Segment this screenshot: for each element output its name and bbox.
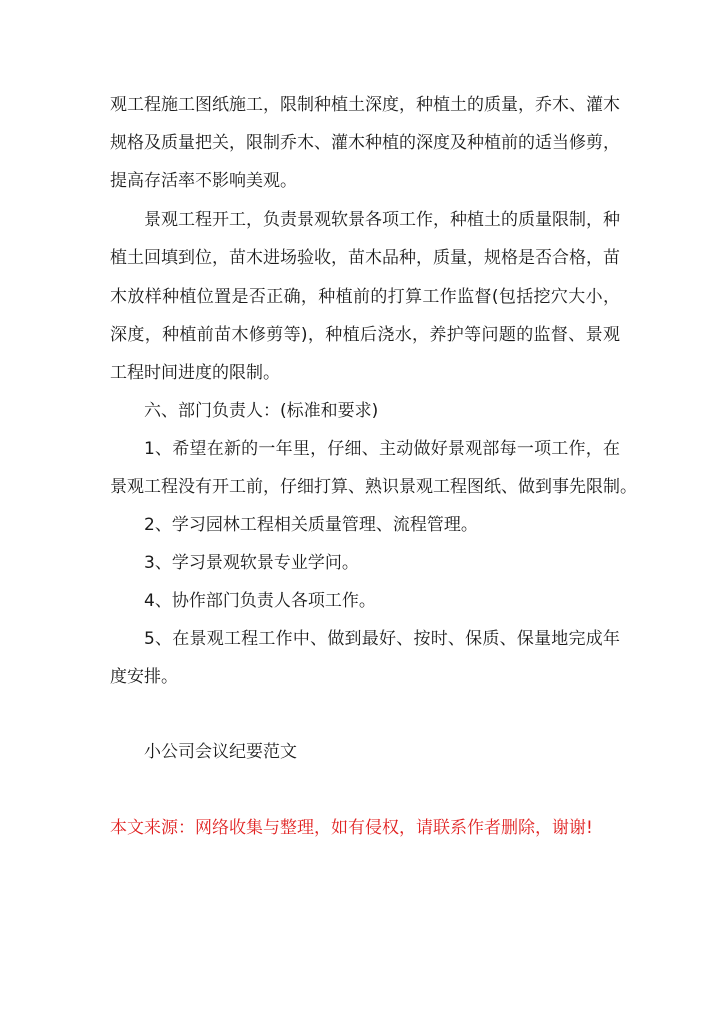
source-note: 本文来源：网络收集与整理，如有侵权，请联系作者删除，谢谢! <box>110 818 593 838</box>
para2-line-4: 深度，种植前苗木修剪等)，种植后浇水，养护等问题的监督、景观 <box>110 325 620 345</box>
para2-line-3: 木放样种植位置是否正确，种植前的打算工作监督(包括挖穴大小， <box>110 287 620 307</box>
item5-line-1: 5、在景观工程工作中、做到最好、按时、保质、保量地完成年 <box>144 629 620 649</box>
para1-line-1: 观工程施工图纸施工，限制种植土深度，种植土的质量，乔木、灌木 <box>110 95 620 115</box>
item3: 3、学习景观软景专业学问。 <box>144 553 359 573</box>
para2-line-2: 植土回填到位，苗木进场验收，苗木品种，质量，规格是否合格，苗 <box>110 248 620 268</box>
para1-line-2: 规格及质量把关，限制乔木、灌木种植的深度及种植前的适当修剪， <box>110 133 620 153</box>
item1-line-2: 景观工程没有开工前，仔细打算、熟识景观工程图纸、做到事先限制。 <box>110 477 637 497</box>
para1-line-3: 提高存活率不影响美观。 <box>110 171 297 191</box>
para2-line-1: 景观工程开工，负责景观软景各项工作，种植土的质量限制，种 <box>144 210 620 230</box>
section-heading: 六、部门负责人：(标准和要求) <box>144 401 379 421</box>
para2-line-5: 工程时间进度的限制。 <box>110 363 280 383</box>
item5-line-2: 度安排。 <box>110 667 178 687</box>
item2: 2、学习园林工程相关质量管理、流程管理。 <box>144 515 478 535</box>
item1-line-1: 1、希望在新的一年里，仔细、主动做好景观部每一项工作，在 <box>144 439 620 459</box>
article-title: 小公司会议纪要范文 <box>144 742 297 762</box>
item4: 4、协作部门负责人各项工作。 <box>144 591 376 611</box>
